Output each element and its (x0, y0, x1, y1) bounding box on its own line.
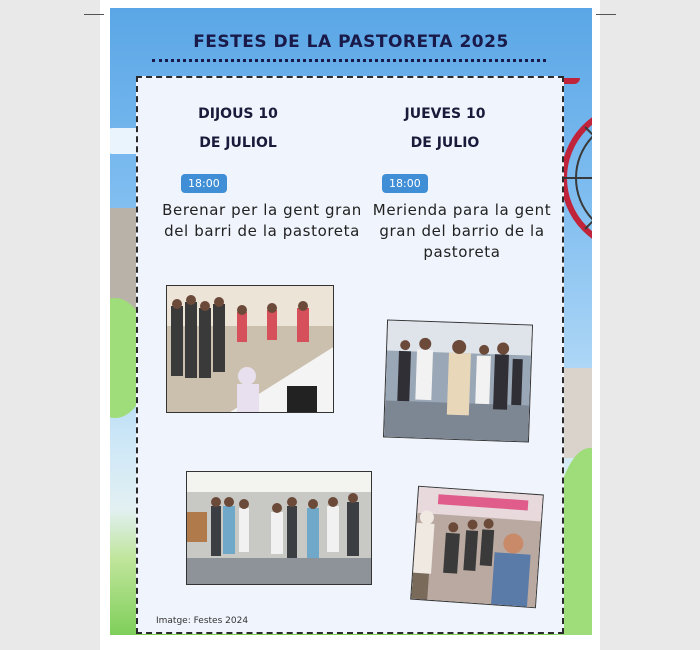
event-day: JUEVES 10 (404, 106, 486, 122)
crop-mark-right (596, 14, 616, 15)
event-description: Berenar per la gent gran del barri de la pastoreta (162, 201, 362, 240)
event-photo (166, 285, 334, 413)
time-badge: 18:00 (181, 174, 227, 193)
event-heading-spanish (345, 100, 545, 158)
background-building (564, 368, 592, 458)
event-photo (410, 486, 544, 609)
crop-mark-left (84, 14, 104, 15)
image-credit: Imatge: Festes 2024 (156, 616, 249, 626)
event-description: Merienda para la gent gran del barrio de la pastoreta (372, 201, 552, 261)
event-month: DE JULIOL (199, 135, 277, 151)
event-day: DIJOUS 10 (198, 106, 278, 122)
event-month: DE JULIO (410, 135, 480, 151)
time-badge: 18:00 (382, 174, 428, 193)
event-photo (383, 319, 533, 442)
title-underline (152, 59, 546, 62)
poster-title: FESTES DE LA PASTORETA 2025 (193, 32, 509, 52)
event-photo (186, 471, 372, 585)
event-heading-catalan (138, 100, 338, 158)
